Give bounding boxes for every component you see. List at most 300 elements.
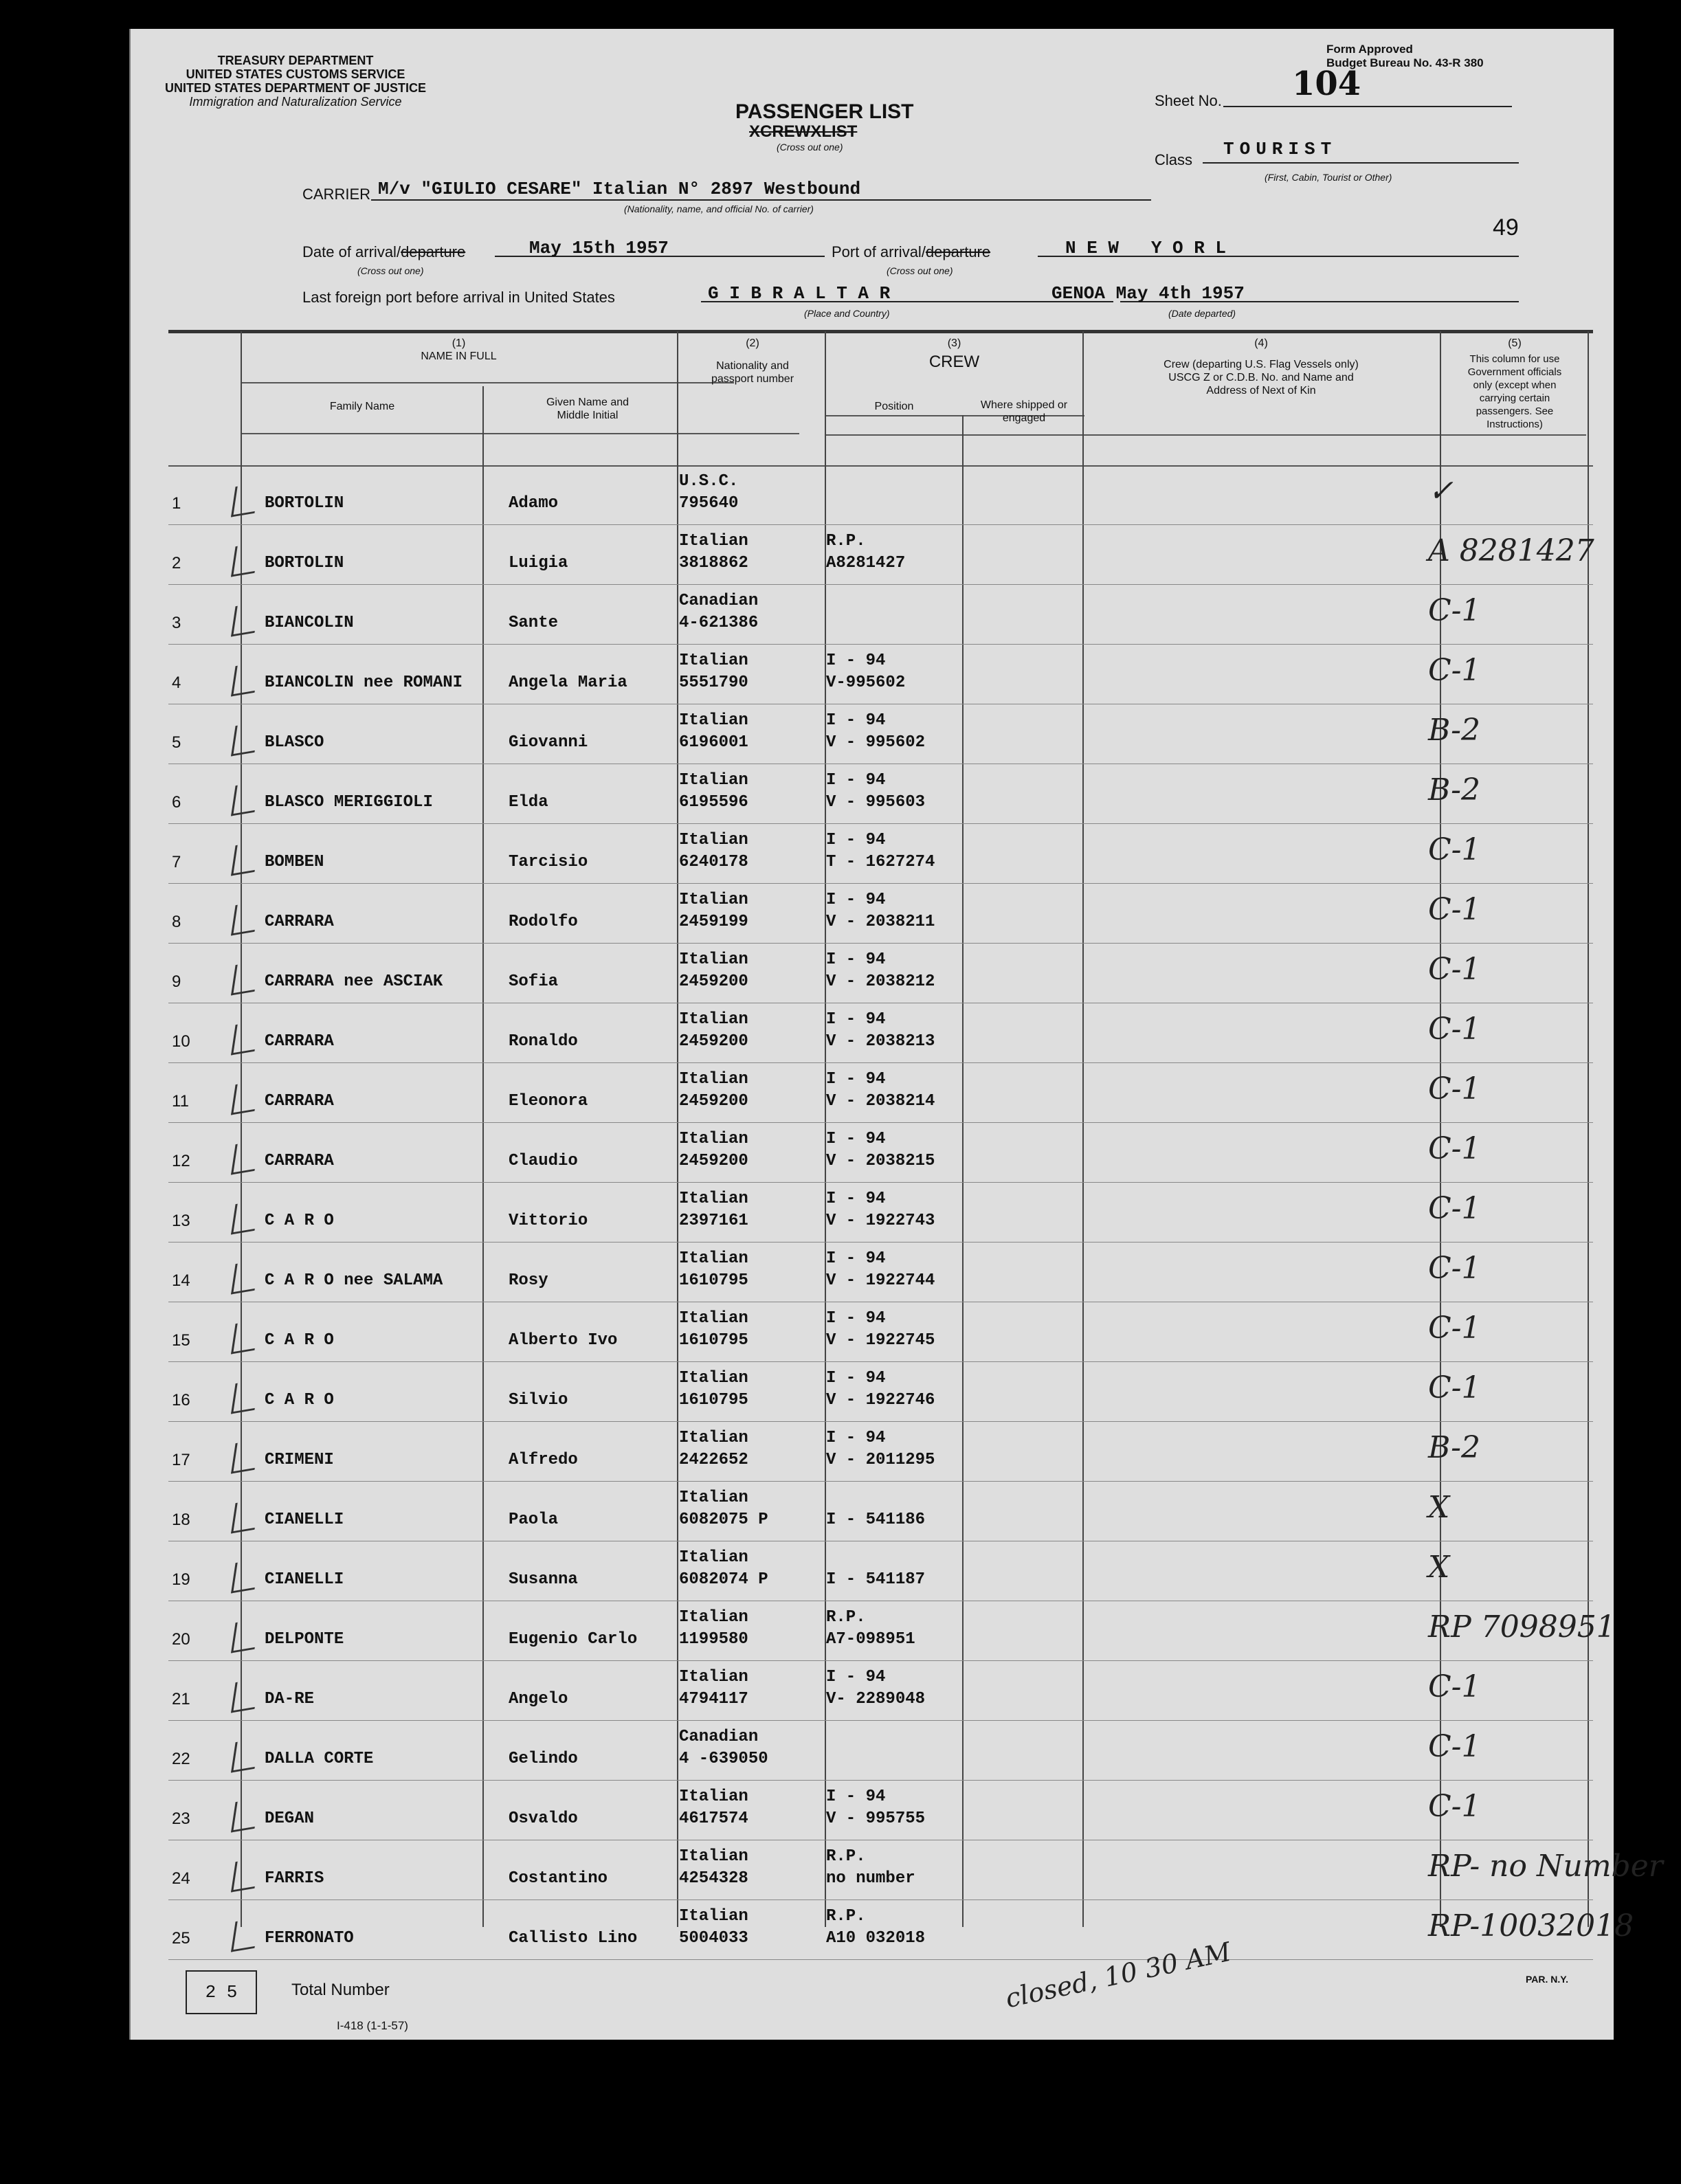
nationality: Italian — [679, 1070, 748, 1089]
family-name: FERRONATO — [265, 1929, 354, 1948]
passport-number: 1610795 — [679, 1271, 748, 1290]
check-mark-icon — [231, 482, 259, 517]
cross-out-hint: (Cross out one) — [777, 142, 843, 153]
check-mark-icon — [231, 1678, 259, 1713]
official-mark: C-1 — [1428, 832, 1481, 867]
family-name: CRIMENI — [265, 1451, 334, 1469]
passport-number: 6196001 — [679, 733, 748, 752]
passport-number: 2459200 — [679, 1092, 748, 1111]
family-name: BORTOLIN — [265, 494, 344, 513]
official-mark: ✓ — [1428, 473, 1454, 509]
crew-position-line1: I - 94 — [826, 891, 886, 909]
nationality: Italian — [679, 1608, 748, 1627]
passport-number: 3818862 — [679, 554, 748, 572]
nationality: Italian — [679, 1309, 748, 1328]
crew-position-line2: V - 2038212 — [826, 972, 935, 991]
date-hint: (Cross out one) — [357, 265, 424, 276]
official-mark: C-1 — [1428, 952, 1481, 987]
crew-position-line2: V - 1922745 — [826, 1331, 935, 1350]
family-name: BLASCO — [265, 733, 324, 752]
given-name: Claudio — [509, 1152, 578, 1170]
port-hint: (Cross out one) — [887, 265, 953, 276]
nationality: Italian — [679, 532, 748, 550]
port-label-text: Port of arrival/ — [832, 243, 926, 260]
family-name: BORTOLIN — [265, 554, 344, 572]
crew-position-line1: I - 94 — [826, 1010, 886, 1029]
passport-number: 1610795 — [679, 1391, 748, 1409]
given-name: Tarcisio — [509, 853, 588, 871]
dept-line-1: TREASURY DEPARTMENT — [217, 54, 374, 67]
crew-position-line1: I - 94 — [826, 711, 886, 730]
check-mark-icon — [231, 542, 259, 577]
official-mark: C-1 — [1428, 1191, 1481, 1226]
dept-line-4: Immigration and Naturalization Service — [189, 95, 402, 109]
given-name: Angelo — [509, 1690, 568, 1708]
class-label: Class — [1155, 151, 1193, 168]
passport-number: 2459199 — [679, 913, 748, 931]
family-name: BIANCOLIN nee ROMANI — [265, 673, 463, 692]
crew-position-line2: V - 1922746 — [826, 1391, 935, 1409]
row-number: 10 — [172, 1032, 190, 1051]
official-mark: C-1 — [1428, 892, 1481, 927]
given-name: Elda — [509, 793, 548, 812]
crew-position-line1: I - 94 — [826, 1429, 886, 1447]
nationality: Italian — [679, 1429, 748, 1447]
passport-number: 795640 — [679, 494, 739, 513]
check-mark-icon — [231, 1140, 259, 1174]
check-mark-icon — [231, 722, 259, 756]
row-number: 16 — [172, 1391, 190, 1409]
table-row — [131, 824, 1614, 884]
crew-position-line1: R.P. — [826, 1608, 866, 1627]
crew-position-line1: I - 94 — [826, 1668, 886, 1686]
place-hint: (Place and Country) — [804, 308, 890, 319]
budget-bureau: Budget Bureau No. 43-R 380 — [1326, 56, 1484, 69]
nationality: Italian — [679, 1010, 748, 1029]
nationality: Italian — [679, 891, 748, 909]
table-row — [131, 1243, 1614, 1302]
crew-position-line2: V - 1922744 — [826, 1271, 935, 1290]
given-name: Eleonora — [509, 1092, 588, 1111]
passport-number: 1199580 — [679, 1630, 748, 1649]
row-number: 13 — [172, 1212, 190, 1230]
row-number: 7 — [172, 853, 181, 871]
family-name: BOMBEN — [265, 853, 324, 871]
official-mark: X — [1428, 1550, 1450, 1585]
crew-position-line2: I - 541186 — [826, 1511, 926, 1529]
row-number: 23 — [172, 1809, 190, 1828]
nationality: Canadian — [679, 1728, 759, 1746]
official-mark: C-1 — [1428, 653, 1481, 688]
given-name: Angela Maria — [509, 673, 627, 692]
official-mark: B-2 — [1428, 713, 1481, 748]
department-header — [151, 54, 440, 109]
row-number: 20 — [172, 1630, 190, 1649]
crew-position-line2: I - 541187 — [826, 1570, 926, 1589]
carrier-value: M/v "GIULIO CESARE" Italian N° 2897 Westbound — [378, 179, 861, 199]
passport-number: 6195596 — [679, 793, 748, 812]
table-row — [131, 1302, 1614, 1362]
crew-position-line2: A8281427 — [826, 554, 906, 572]
passport-number: 4 -639050 — [679, 1750, 768, 1768]
row-number: 1 — [172, 494, 181, 513]
check-mark-icon — [231, 1499, 259, 1533]
table-row — [131, 645, 1614, 704]
given-name-header: Given Name and Middle Initial — [546, 397, 630, 421]
crew-position-line2: V - 2038213 — [826, 1032, 935, 1051]
col5-title: This column for use Government officials only (except when carrying certain passengers. See Instructions) — [1467, 353, 1562, 430]
last-port-value: G I B R A L T A R — [708, 283, 891, 304]
class-hint: (First, Cabin, Tourist or Other) — [1265, 172, 1392, 183]
table-row — [131, 884, 1614, 944]
official-mark: C-1 — [1428, 1789, 1481, 1824]
row-number: 8 — [172, 913, 181, 931]
check-mark-icon — [231, 1559, 259, 1593]
check-mark-icon — [231, 1439, 259, 1473]
row-number: 15 — [172, 1331, 190, 1350]
passport-number: 4254328 — [679, 1869, 748, 1888]
family-name: CIANELLI — [265, 1570, 344, 1589]
col3-header — [826, 337, 1082, 371]
given-name: Costantino — [509, 1869, 608, 1888]
family-name: CARRARA — [265, 913, 334, 931]
page-mark: 49 — [1493, 214, 1519, 241]
passport-number: 5004033 — [679, 1929, 748, 1948]
row-number: 19 — [172, 1570, 190, 1589]
crew-position-line2: V - 2038211 — [826, 913, 935, 931]
check-mark-icon — [231, 662, 259, 696]
sheet-label: Sheet No. — [1155, 92, 1222, 109]
dept-line-2: UNITED STATES CUSTOMS SERVICE — [186, 67, 405, 81]
given-name: Osvaldo — [509, 1809, 578, 1828]
crew-position-line2: V-995602 — [826, 673, 906, 692]
arrival-date: May 15th 1957 — [529, 238, 669, 258]
nationality: Italian — [679, 1190, 748, 1208]
passport-number: 6082075 P — [679, 1511, 768, 1529]
col3-number: (3) — [947, 337, 961, 349]
nationality: Italian — [679, 1668, 748, 1686]
passenger-list-sheet — [129, 29, 1663, 2040]
crew-position-line2: V - 2011295 — [826, 1451, 935, 1469]
row-number: 6 — [172, 793, 181, 812]
crew-position-line1: I - 94 — [826, 1070, 886, 1089]
check-mark-icon — [231, 1917, 259, 1952]
family-name: FARRIS — [265, 1869, 324, 1888]
nationality: Italian — [679, 1548, 748, 1567]
port-label — [832, 243, 990, 261]
total-number-label: Total Number — [291, 1981, 390, 1999]
official-mark: A 8281427 — [1428, 533, 1594, 568]
row-number: 21 — [172, 1690, 190, 1708]
passport-number: 4617574 — [679, 1809, 748, 1828]
table-row — [131, 704, 1614, 764]
col2-number: (2) — [746, 337, 759, 349]
given-name: Paola — [509, 1511, 559, 1529]
given-name: Sofia — [509, 972, 559, 991]
given-name: Vittorio — [509, 1212, 588, 1230]
crew-position-line1: I - 94 — [826, 1249, 886, 1268]
row-number: 22 — [172, 1750, 190, 1768]
row-divider — [168, 1959, 1593, 1960]
page-title: PASSENGER LIST — [735, 100, 914, 123]
date-label-text: Date of arrival/ — [302, 243, 401, 260]
family-name: CARRARA — [265, 1032, 334, 1051]
crew-position-line2: A10 032018 — [826, 1929, 926, 1948]
given-name: Luigia — [509, 554, 568, 572]
official-mark: C-1 — [1428, 1370, 1481, 1405]
sheet-number: 104 — [1292, 65, 1361, 103]
row-number: 4 — [172, 673, 181, 692]
given-name: Gelindo — [509, 1750, 578, 1768]
official-mark: X — [1428, 1490, 1450, 1525]
official-mark: C-1 — [1428, 1012, 1481, 1047]
family-name: CARRARA — [265, 1092, 334, 1111]
crew-position-line1: I - 94 — [826, 1190, 886, 1208]
col3-title: CREW — [928, 353, 980, 371]
row-number: 18 — [172, 1511, 190, 1529]
row-number: 3 — [172, 614, 181, 632]
check-mark-icon — [231, 602, 259, 636]
given-name: Callisto Lino — [509, 1929, 638, 1948]
official-mark: RP 7098951 — [1428, 1609, 1616, 1645]
table-row — [131, 1781, 1614, 1840]
crossed-crew-list: XCREWXLIST — [749, 122, 858, 141]
official-mark: C-1 — [1428, 1071, 1481, 1106]
crew-position-line2: no number — [826, 1869, 915, 1888]
crew-position-line1: I - 94 — [826, 1309, 886, 1328]
nationality: Italian — [679, 651, 748, 670]
dept-line-3: UNITED STATES DEPARTMENT OF JUSTICE — [164, 81, 426, 95]
table-row — [131, 585, 1614, 645]
row-number: 9 — [172, 972, 181, 991]
nationality: Canadian — [679, 592, 759, 610]
date-departed-hint: (Date departed) — [1168, 308, 1236, 319]
crew-position-line2: V - 995755 — [826, 1809, 926, 1828]
given-name: Adamo — [509, 494, 559, 513]
family-name: DEGAN — [265, 1809, 315, 1828]
where-engaged-header: Where shipped or engaged — [980, 399, 1068, 424]
check-mark-icon — [231, 1858, 259, 1892]
family-name: CARRARA — [265, 1152, 334, 1170]
check-mark-icon — [231, 1618, 259, 1653]
family-name: DA-RE — [265, 1690, 315, 1708]
row-number: 14 — [172, 1271, 190, 1290]
table-row — [131, 525, 1614, 585]
family-name: C A R O — [265, 1391, 334, 1409]
table-row — [131, 1482, 1614, 1541]
row-number: 12 — [172, 1152, 190, 1170]
passport-number: 4-621386 — [679, 614, 759, 632]
official-mark: B-2 — [1428, 772, 1481, 807]
col1-header — [241, 337, 677, 363]
position-header: Position — [874, 401, 914, 412]
passport-number: 6240178 — [679, 853, 748, 871]
check-mark-icon — [231, 1738, 259, 1772]
par-stamp: PAR. N.Y. — [1526, 1974, 1568, 1985]
form-approved: Form Approved — [1326, 43, 1413, 56]
crew-position-line2: V - 2038215 — [826, 1152, 935, 1170]
crew-position-line1: R.P. — [826, 1847, 866, 1866]
given-name: Sante — [509, 614, 559, 632]
check-mark-icon — [231, 1021, 259, 1055]
nationality: Italian — [679, 1249, 748, 1268]
date-departed: GENOA May 4th 1957 — [1051, 283, 1245, 304]
passport-number: 6082074 P — [679, 1570, 768, 1589]
port-struck: departure — [925, 243, 991, 260]
row-number: 25 — [172, 1929, 190, 1948]
table-row — [131, 764, 1614, 824]
row-number: 2 — [172, 554, 181, 572]
official-mark: B-2 — [1428, 1430, 1481, 1465]
nationality: Italian — [679, 1907, 748, 1926]
nationality: Italian — [679, 1369, 748, 1388]
last-port-label: Last foreign port before arrival in United States — [302, 289, 615, 306]
table-row — [131, 944, 1614, 1003]
given-name: Rosy — [509, 1271, 548, 1290]
crew-position-line1: I - 94 — [826, 771, 886, 790]
family-name: DELPONTE — [265, 1630, 344, 1649]
col5-number: (5) — [1508, 337, 1522, 349]
check-mark-icon — [231, 1798, 259, 1832]
official-mark: C-1 — [1428, 1669, 1481, 1704]
row-number: 17 — [172, 1451, 190, 1469]
date-struck: departure — [401, 243, 466, 260]
row-number: 5 — [172, 733, 181, 752]
table-row — [131, 1063, 1614, 1123]
total-number-box: 2 5 — [186, 1970, 257, 2014]
family-name: C A R O — [265, 1331, 334, 1350]
check-mark-icon — [231, 901, 259, 935]
nationality: Italian — [679, 1847, 748, 1866]
check-mark-icon — [231, 781, 259, 816]
crew-position-line1: I - 94 — [826, 651, 886, 670]
closed-note: closed, 10 30 AM — [1003, 1936, 1234, 2014]
crew-position-line2: T - 1627274 — [826, 853, 935, 871]
table-row — [131, 1123, 1614, 1183]
given-name: Alberto Ivo — [509, 1331, 618, 1350]
given-name: Giovanni — [509, 733, 588, 752]
check-mark-icon — [231, 961, 259, 995]
form-number: I-418 (1-1-57) — [337, 2019, 408, 2032]
col1-title: NAME IN FULL — [421, 350, 497, 362]
official-mark: C-1 — [1428, 1251, 1481, 1286]
check-mark-icon — [231, 1379, 259, 1414]
family-name: CIANELLI — [265, 1511, 344, 1529]
col4-header — [1093, 337, 1429, 397]
nationality: Italian — [679, 950, 748, 969]
given-name: Ronaldo — [509, 1032, 578, 1051]
date-label — [302, 243, 465, 261]
official-mark: C-1 — [1428, 593, 1481, 628]
family-name-header: Family Name — [329, 401, 395, 412]
table-row — [131, 1183, 1614, 1243]
col5-header — [1442, 337, 1588, 431]
crew-position-line1: R.P. — [826, 1907, 866, 1926]
class-value: TOURIST — [1223, 139, 1337, 159]
crew-position-line2: A7-098951 — [826, 1630, 915, 1649]
table-row — [131, 1601, 1614, 1661]
table-row — [131, 1721, 1614, 1781]
official-mark: RP- no Number — [1428, 1849, 1663, 1884]
nationality: Italian — [679, 1489, 748, 1507]
nationality: Italian — [679, 711, 748, 730]
family-name: C A R O nee SALAMA — [265, 1271, 443, 1290]
crew-position-line1: I - 94 — [826, 950, 886, 969]
given-name: Eugenio Carlo — [509, 1630, 638, 1649]
table-row — [131, 465, 1614, 525]
given-name: Alfredo — [509, 1451, 578, 1469]
crew-position-line2: V- 2289048 — [826, 1690, 926, 1708]
row-number: 24 — [172, 1869, 190, 1888]
crew-position-line1: R.P. — [826, 532, 866, 550]
nationality: Italian — [679, 1130, 748, 1148]
check-mark-icon — [231, 1080, 259, 1115]
carrier-label: CARRIER — [302, 186, 371, 203]
passport-number: 2459200 — [679, 1152, 748, 1170]
official-mark: C-1 — [1428, 1729, 1481, 1764]
crew-position-line2: V - 2038214 — [826, 1092, 935, 1111]
passport-number: 4794117 — [679, 1690, 748, 1708]
given-name: Rodolfo — [509, 913, 578, 931]
passport-number: 2459200 — [679, 972, 748, 991]
family-name: C A R O — [265, 1212, 334, 1230]
crew-position-line2: V - 995603 — [826, 793, 926, 812]
col2-header — [680, 337, 825, 386]
crew-position-line2: V - 1922743 — [826, 1212, 935, 1230]
row-number: 11 — [172, 1092, 189, 1111]
family-name: BLASCO MERIGGIOLI — [265, 793, 433, 812]
crew-position-line1: I - 94 — [826, 1130, 886, 1148]
official-mark: RP-10032018 — [1428, 1908, 1634, 1943]
crew-position-line1: I - 94 — [826, 1787, 886, 1806]
check-mark-icon — [231, 1319, 259, 1354]
arrival-port: N E W Y O R L — [1065, 238, 1227, 258]
family-name: DALLA CORTE — [265, 1750, 374, 1768]
passport-number: 2397161 — [679, 1212, 748, 1230]
check-mark-icon — [231, 1200, 259, 1234]
passport-number: 2459200 — [679, 1032, 748, 1051]
passport-number: 1610795 — [679, 1331, 748, 1350]
col2-title: Nationality and passport number — [711, 360, 794, 385]
crew-position-line1: I - 94 — [826, 1369, 886, 1388]
check-mark-icon — [231, 841, 259, 876]
table-row — [131, 1422, 1614, 1482]
col4-number: (4) — [1254, 337, 1268, 349]
check-mark-icon — [231, 1260, 259, 1294]
col4-title: Crew (departing U.S. Flag Vessels only) USCG Z or C.D.B. No. and Name and Address of Next of Kin — [1164, 359, 1359, 397]
crew-position-line2: V - 995602 — [826, 733, 926, 752]
passport-number: 5551790 — [679, 673, 748, 692]
table-row — [131, 1362, 1614, 1422]
official-mark: C-1 — [1428, 1311, 1481, 1346]
family-name: CARRARA nee ASCIAK — [265, 972, 443, 991]
family-name: BIANCOLIN — [265, 614, 354, 632]
table-row — [131, 1541, 1614, 1601]
official-mark: C-1 — [1428, 1131, 1481, 1166]
nationality: Italian — [679, 771, 748, 790]
given-name: Silvio — [509, 1391, 568, 1409]
nationality: Italian — [679, 1787, 748, 1806]
table-row — [131, 1003, 1614, 1063]
nationality: Italian — [679, 831, 748, 849]
table-row — [131, 1840, 1663, 1900]
nationality: U.S.C. — [679, 472, 739, 491]
carrier-hint: (Nationality, name, and official No. of carrier) — [624, 203, 814, 214]
table-row — [131, 1900, 1634, 1960]
given-name: Susanna — [509, 1570, 578, 1589]
crew-position-line1: I - 94 — [826, 831, 886, 849]
col1-number: (1) — [452, 337, 466, 349]
